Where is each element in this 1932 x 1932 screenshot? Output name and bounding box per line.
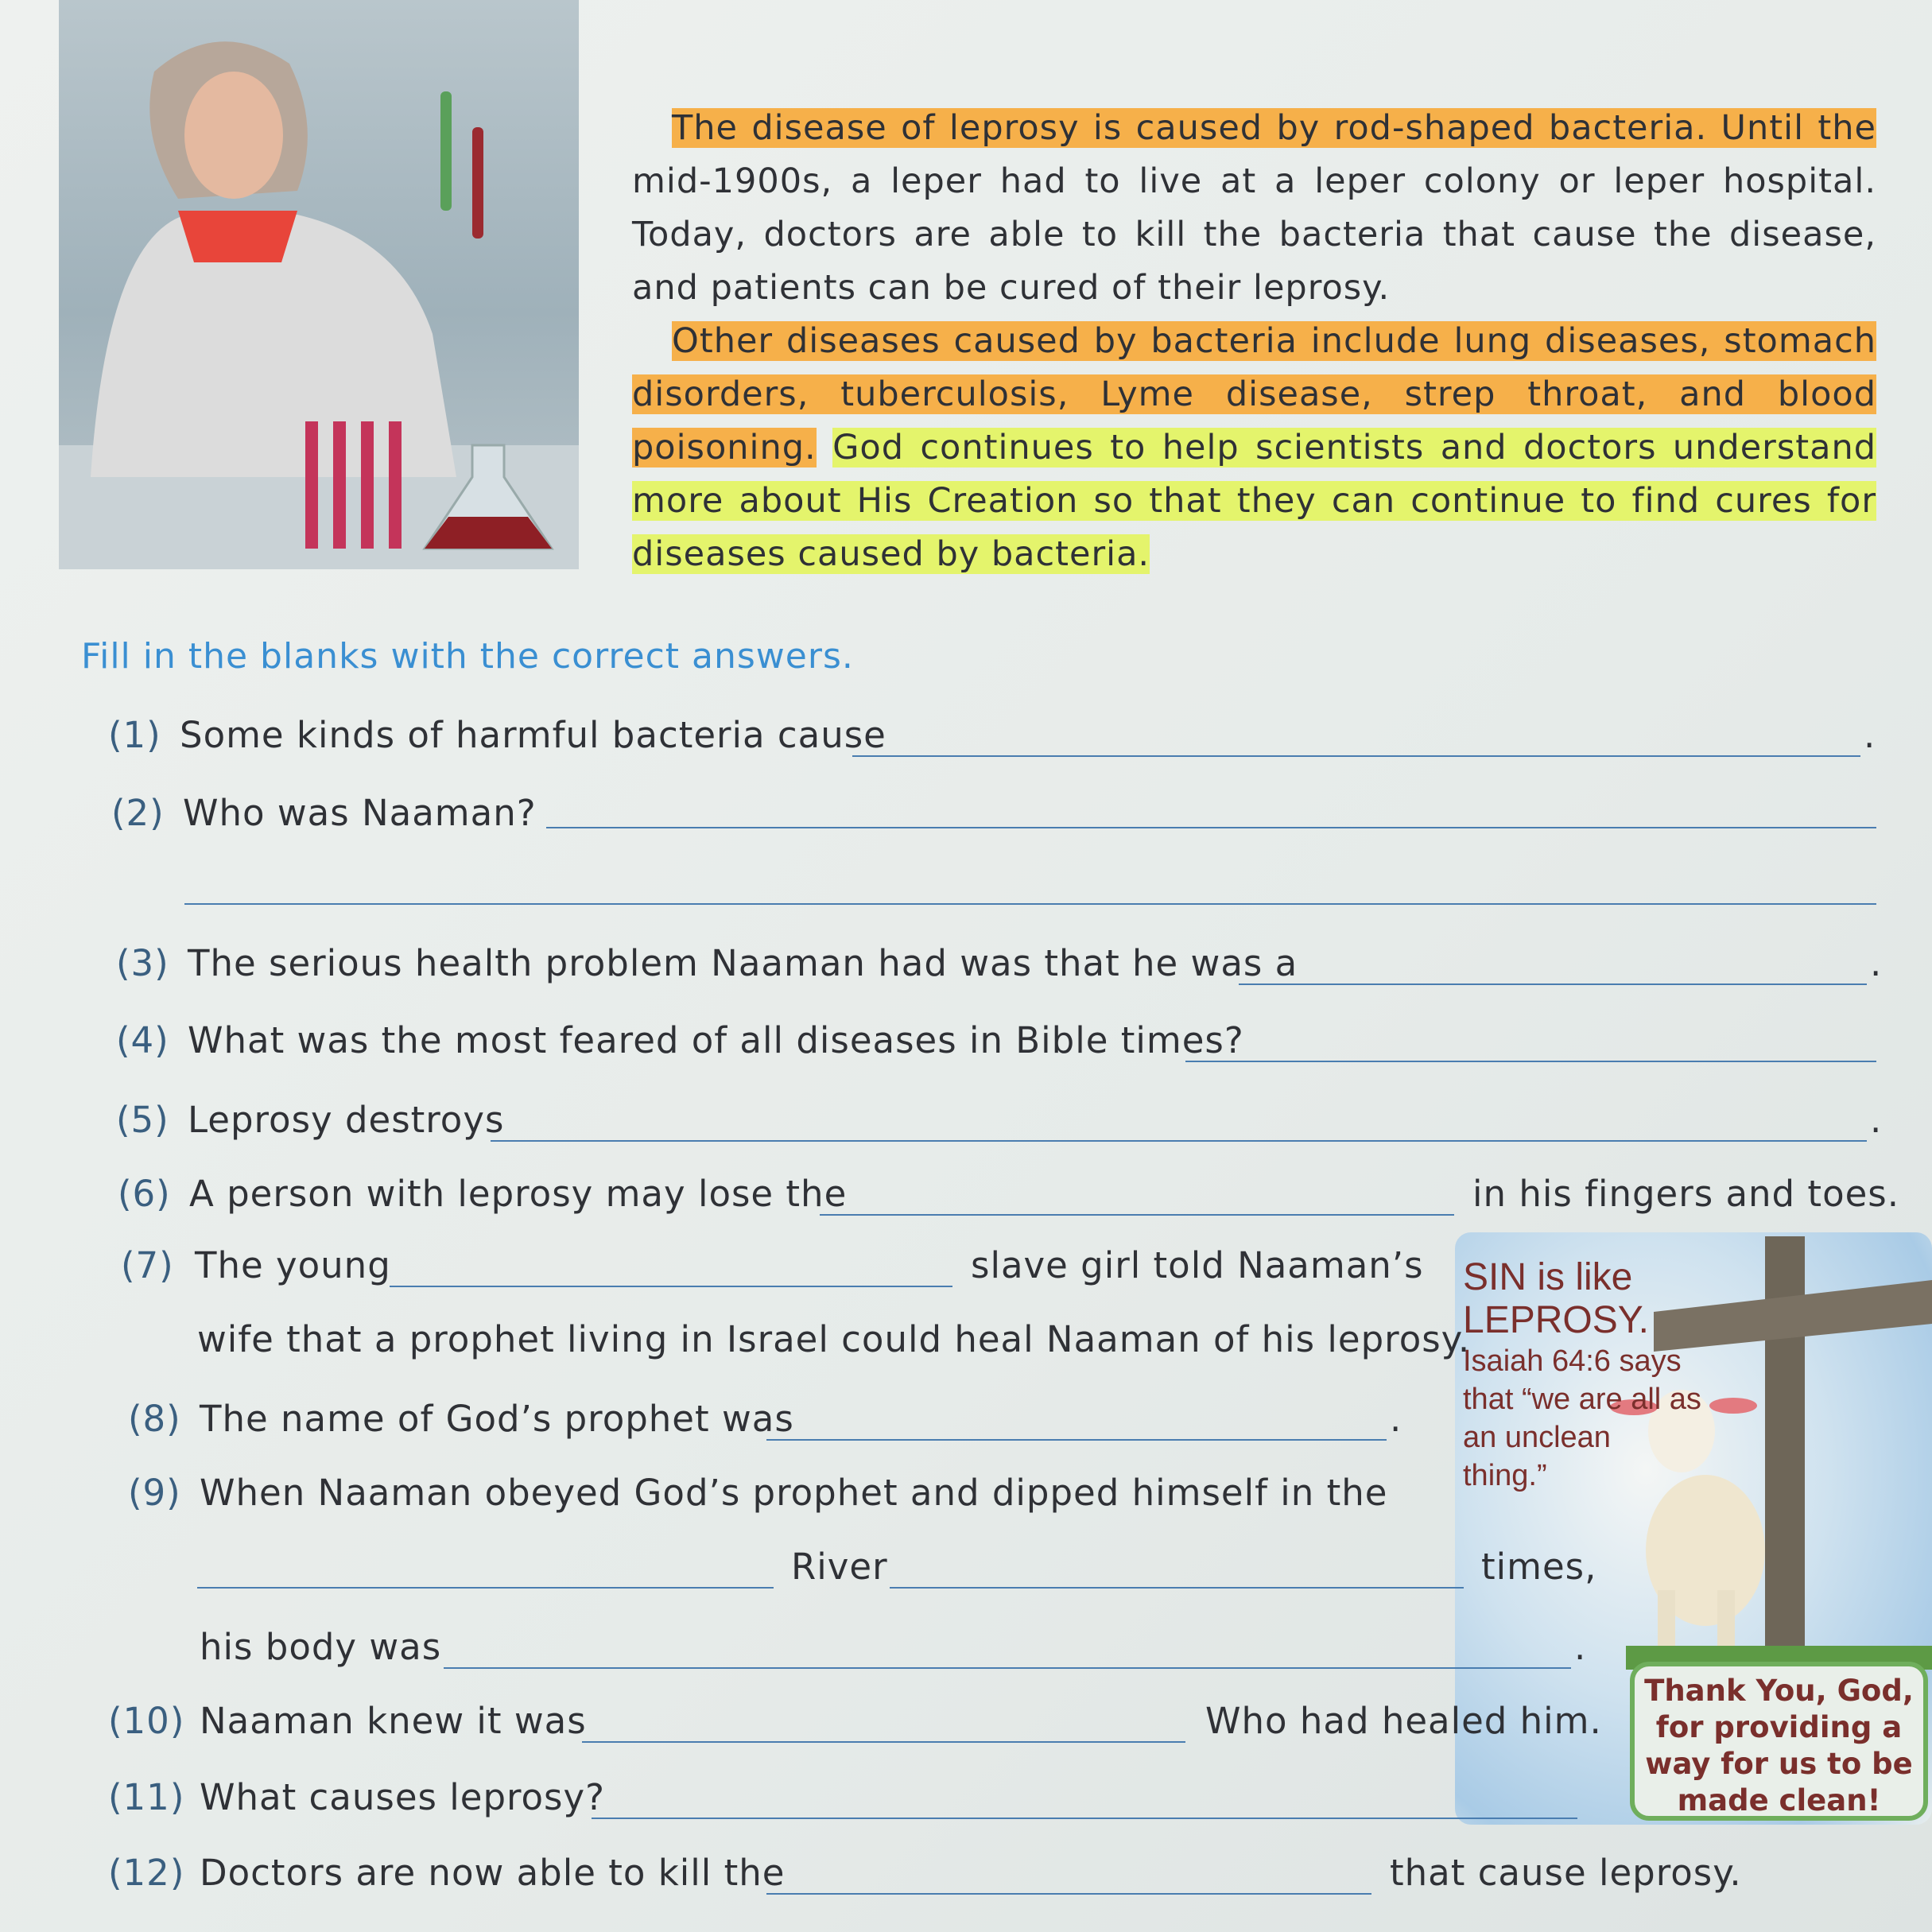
question-text: The serious health problem Naaman had was that he was a xyxy=(188,942,1298,984)
question-text: Naaman knew it was xyxy=(200,1700,587,1742)
question-text: Who was Naaman? xyxy=(183,792,537,834)
question-2-line-2 xyxy=(0,862,1932,918)
question-text: Doctors are now able to kill the xyxy=(200,1852,786,1894)
highlighted-text: The disease of leprosy is caused by rod-shaped bacteria. Until the xyxy=(672,108,1876,148)
question-text: What was the most feared of all diseases in Bible times? xyxy=(188,1019,1244,1061)
question-12 xyxy=(0,1852,1932,1907)
question-number: (5) xyxy=(116,1099,169,1141)
question-text-after: slave girl told Naaman’s xyxy=(971,1244,1424,1286)
question-text: times, xyxy=(1481,1546,1597,1588)
answer-blank[interactable] xyxy=(491,1140,1867,1142)
answer-blank[interactable] xyxy=(592,1818,1577,1819)
question-number: (11) xyxy=(108,1776,185,1818)
sidebar-verse: thing.” xyxy=(1463,1459,1547,1492)
thanks-box xyxy=(1630,1662,1928,1821)
question-text-after: Who had healed him. xyxy=(1205,1700,1602,1742)
question-number: (1) xyxy=(108,714,161,756)
question-2 xyxy=(0,792,1932,848)
sidebar-verse: an unclean xyxy=(1463,1421,1611,1454)
question-text: Some kinds of harmful bacteria cause xyxy=(180,714,886,756)
highlighted-text: God continues to help scientists and doctors understand more about His Creation so that they can continue to find cures for diseases caused by bacteria. xyxy=(632,428,1876,574)
sidebar-title: SIN is like xyxy=(1463,1256,1633,1298)
scientist-photo xyxy=(59,0,579,569)
question-number: (8) xyxy=(128,1398,181,1440)
sidebar-text xyxy=(1463,1256,1701,1495)
answer-blank[interactable] xyxy=(766,1439,1387,1441)
question-text: his body was xyxy=(200,1626,442,1668)
thanks-text: for providing a xyxy=(1655,1710,1903,1744)
question-text: What causes leprosy? xyxy=(200,1776,606,1818)
question-4 xyxy=(0,1019,1932,1075)
question-number: (2) xyxy=(111,792,165,834)
period: . xyxy=(1870,1099,1883,1141)
answer-blank[interactable] xyxy=(184,903,1876,905)
question-text: A person with leprosy may lose the xyxy=(189,1173,848,1215)
thanks-text: made clean! xyxy=(1677,1783,1881,1818)
question-6 xyxy=(0,1173,1932,1228)
question-text-after: in his fingers and toes. xyxy=(1472,1173,1900,1215)
question-number: (4) xyxy=(116,1019,169,1061)
question-text: River xyxy=(791,1546,888,1588)
answer-blank[interactable] xyxy=(890,1587,1464,1589)
sidebar-title: LEPROSY. xyxy=(1463,1299,1649,1341)
answer-blank[interactable] xyxy=(582,1741,1185,1743)
question-text: The young xyxy=(195,1244,391,1286)
instructions: Fill in the blanks with the correct answers. xyxy=(81,636,854,677)
thanks-text: Thank You, God, xyxy=(1644,1674,1914,1708)
question-5 xyxy=(0,1099,1932,1154)
question-number: (10) xyxy=(108,1700,185,1742)
question-number: (9) xyxy=(128,1472,181,1514)
answer-blank[interactable] xyxy=(852,755,1860,757)
answer-blank[interactable] xyxy=(1185,1061,1876,1062)
period: . xyxy=(1870,942,1883,984)
answer-blank[interactable] xyxy=(546,827,1876,828)
answer-blank[interactable] xyxy=(820,1214,1454,1216)
question-number: (3) xyxy=(116,942,169,984)
question-number: (6) xyxy=(118,1173,171,1215)
answer-blank[interactable] xyxy=(390,1286,952,1287)
period: . xyxy=(1390,1398,1402,1440)
question-text: When Naaman obeyed God’s prophet and dipped himself in the xyxy=(200,1472,1388,1514)
answer-blank[interactable] xyxy=(1239,983,1867,985)
question-number: (7) xyxy=(121,1244,174,1286)
answer-blank[interactable] xyxy=(444,1667,1571,1669)
question-text-after: that cause leprosy. xyxy=(1390,1852,1742,1894)
answer-blank[interactable] xyxy=(766,1893,1371,1895)
question-text: Leprosy destroys xyxy=(188,1099,505,1141)
question-text: wife that a prophet living in Israel could heal Naaman of his leprosy. xyxy=(197,1318,1471,1360)
answer-blank[interactable] xyxy=(197,1587,774,1589)
period: . xyxy=(1574,1626,1587,1668)
question-number: (12) xyxy=(108,1852,185,1894)
highlighted-text: Other diseases caused by bacteria include lung diseases, stomach disorders, tuberculosis, Lyme disease, strep throat, and blood poisoning. xyxy=(632,321,1876,467)
sidebar-verse: Isaiah 64:6 says xyxy=(1463,1344,1682,1378)
question-text: The name of God’s prophet was xyxy=(200,1398,794,1440)
passage-text: mid-1900s, a leper had to live at a leper colony or leper hospital. Today, doctors are able to kill the bacteria that cause the disease, and patients can be cured of their leprosy. xyxy=(632,161,1876,308)
question-3 xyxy=(0,942,1932,998)
period: . xyxy=(1864,714,1876,756)
reading-passage xyxy=(632,102,1876,581)
question-1 xyxy=(0,714,1932,770)
thanks-text: way for us to be xyxy=(1645,1747,1913,1781)
sidebar-verse: that “we are all as xyxy=(1463,1383,1701,1416)
